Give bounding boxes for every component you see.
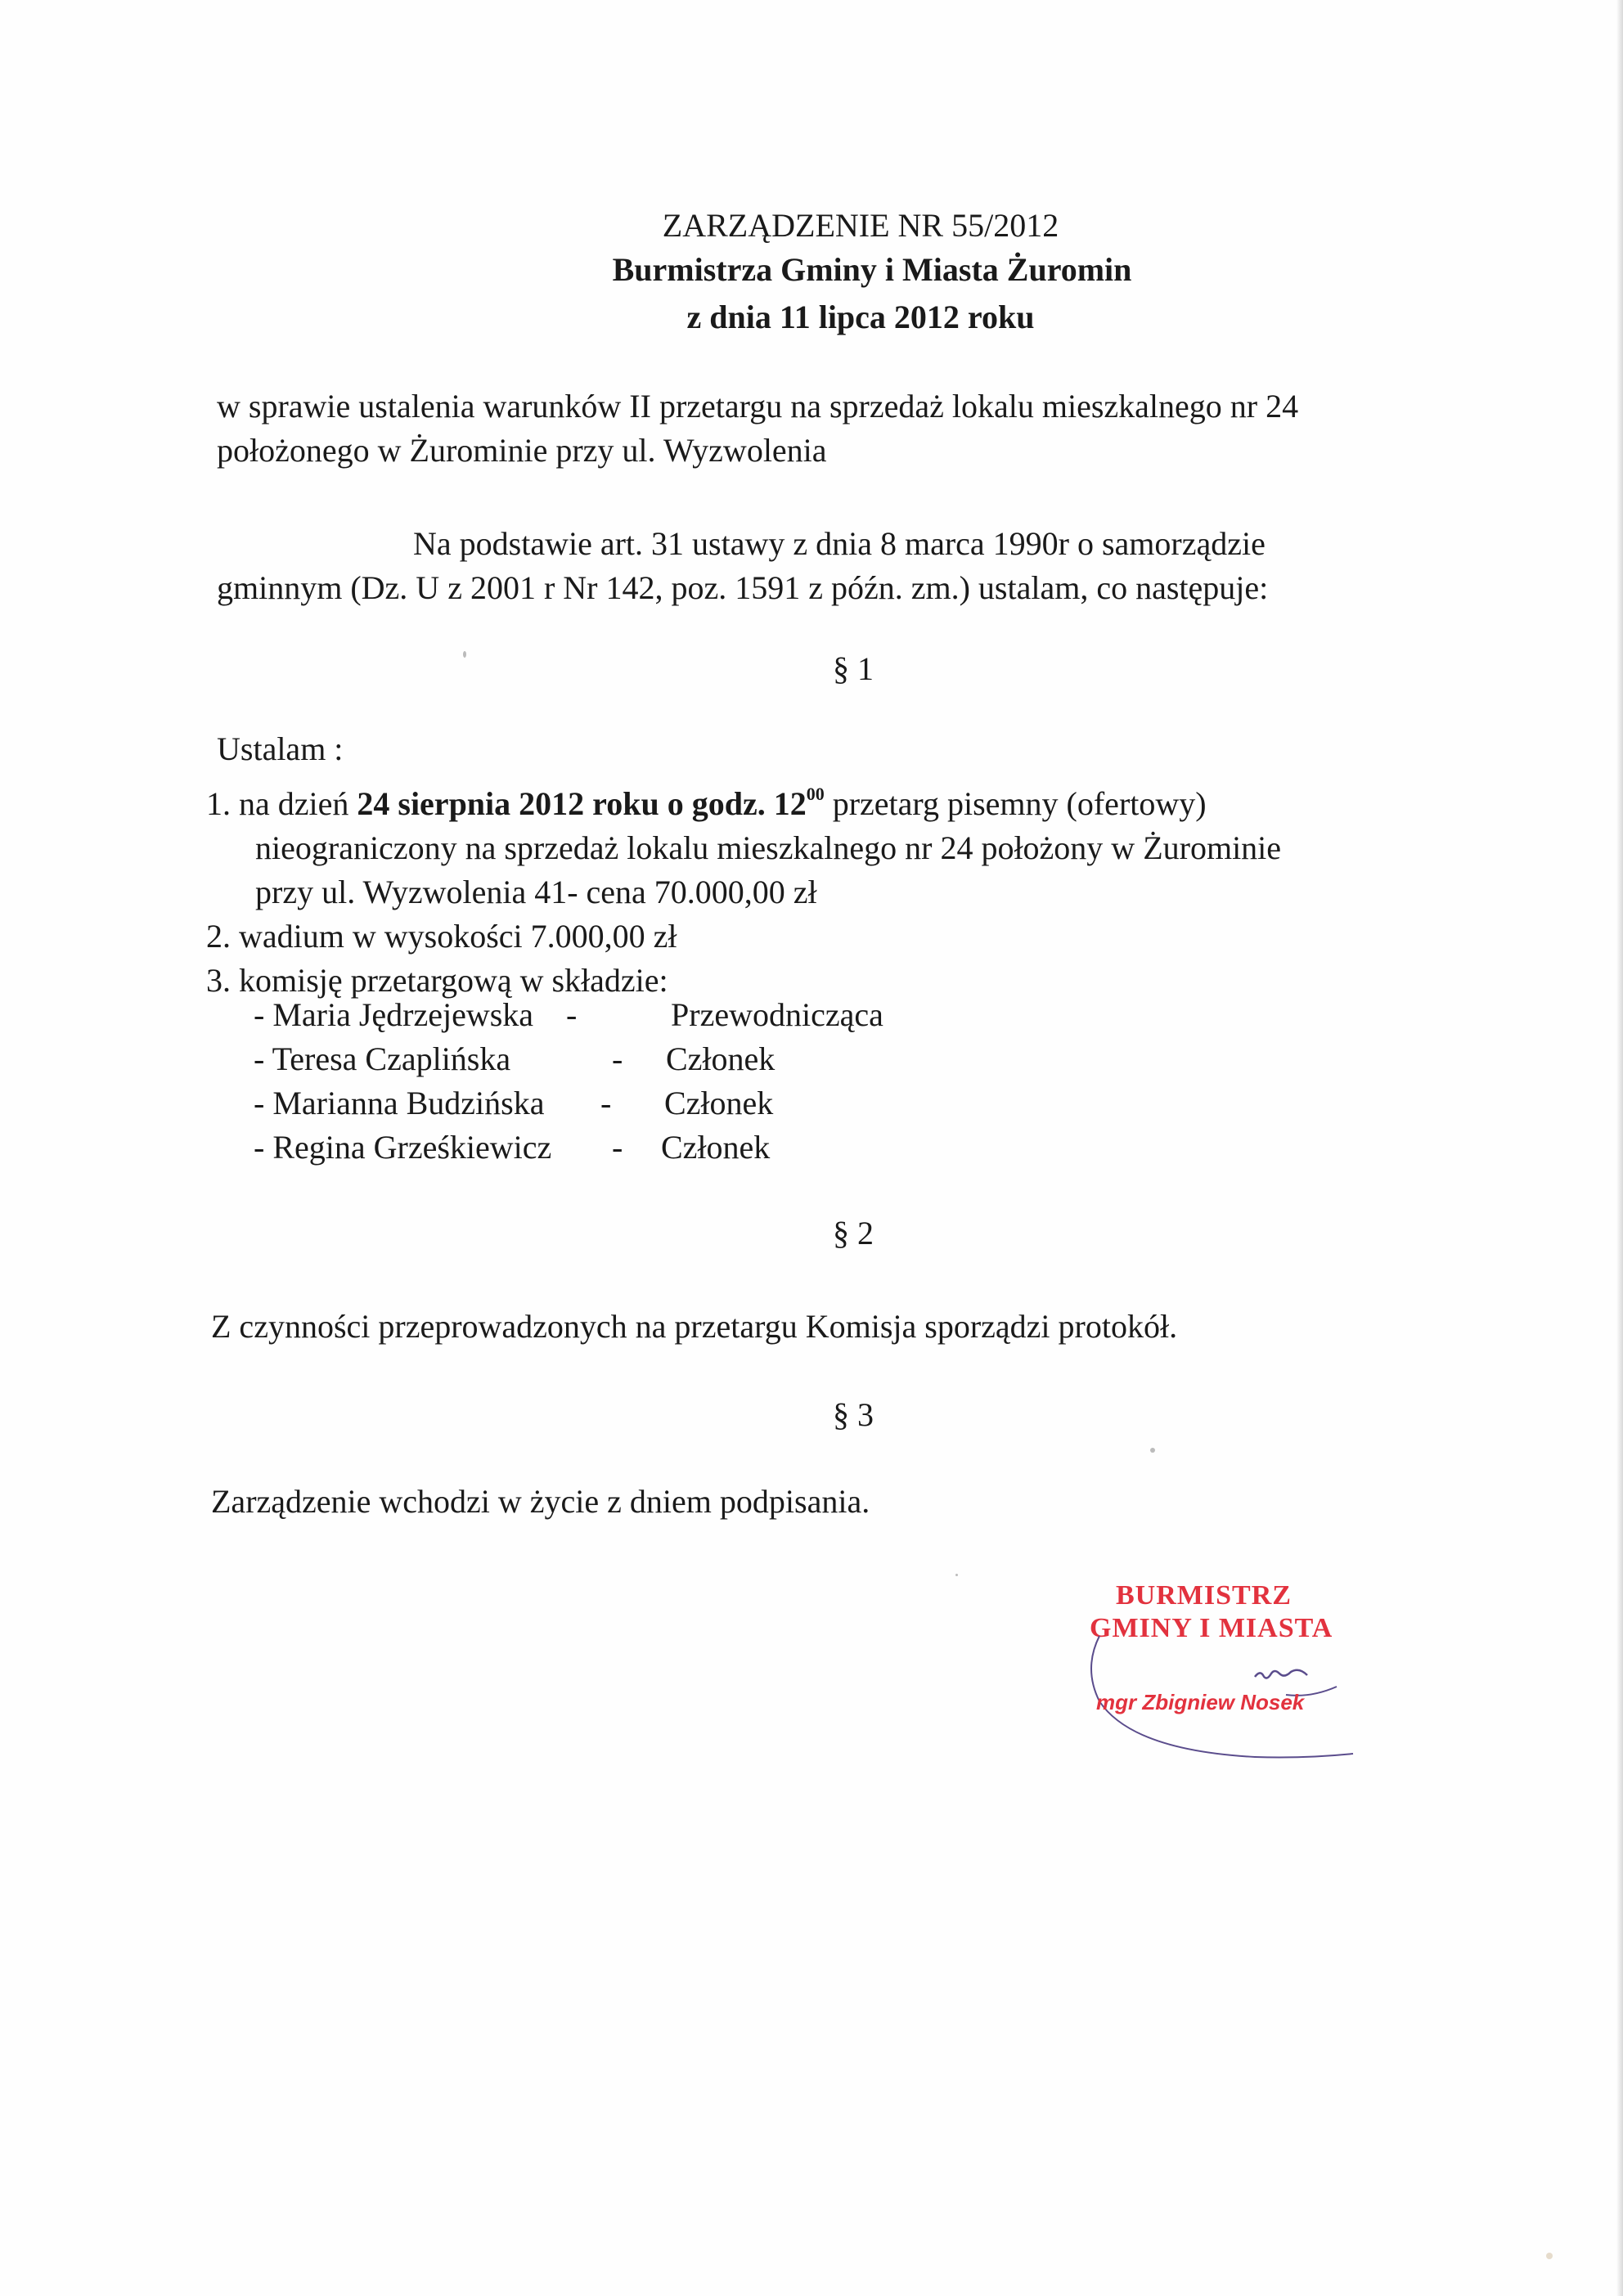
member-role: Członek	[664, 1085, 774, 1121]
scan-speck	[463, 651, 466, 658]
member-dash: -	[612, 1040, 623, 1077]
item-1-date: 24 sierpnia 2012 roku o godz. 12	[357, 785, 807, 822]
stamp-title: BURMISTRZ	[1116, 1580, 1292, 1611]
member-role: Członek	[661, 1129, 771, 1166]
scan-speck	[1150, 1448, 1155, 1453]
document-issuer: Burmistrza Gminy i Miasta Żuromin	[612, 251, 1132, 288]
section-3-heading: § 3	[833, 1396, 874, 1433]
scan-edge-shadow	[1616, 0, 1623, 2296]
stamp-office: GMINY I MIASTA	[1090, 1613, 1333, 1643]
document-date: z dnia 11 lipca 2012 roku	[686, 299, 1035, 335]
item-1-line-3: przy ul. Wyzwolenia 41- cena 70.000,00 zł	[255, 874, 817, 910]
basis-line-2: gminnym (Dz. U z 2001 r Nr 142, poz. 1591 z późn. zm.) ustalam, co następuje:	[217, 569, 1269, 606]
item-1-line-2: nieograniczony na sprzedaż lokalu mieszkalnego nr 24 położony w Żurominie	[255, 829, 1282, 866]
basis-line-1: Na podstawie art. 31 ustawy z dnia 8 marca 1990r o samorządzie	[413, 525, 1266, 562]
scan-speck	[1546, 2253, 1553, 2259]
member-role: Członek	[666, 1040, 776, 1077]
signature-icon	[1080, 1579, 1358, 1759]
stamp-signatory: mgr Zbigniew Nosek	[1096, 1690, 1305, 1714]
scan-speck	[955, 1574, 958, 1576]
subject-line-1: w sprawie ustalenia warunków II przetargu na sprzedaż lokalu mieszkalnego nr 24	[217, 388, 1299, 425]
item-1-suffix: przetarg pisemny (ofertowy)	[824, 785, 1207, 822]
section-3-text: Zarządzenie wchodzi w życie z dniem podpisania.	[211, 1483, 870, 1520]
member-name: - Teresa Czaplińska	[254, 1040, 511, 1077]
item-1-prefix: 1. na dzień	[206, 785, 357, 822]
member-name: - Marianna Budzińska	[254, 1085, 545, 1121]
section-2-text: Z czynności przeprowadzonych na przetargu Komisja sporządzi protokół.	[211, 1308, 1178, 1345]
section-2-heading: § 2	[833, 1215, 874, 1251]
list-item-1	[206, 772, 1281, 826]
list-item-3: 3. komisję przetargową w składzie:	[206, 962, 668, 999]
section-1-intro: Ustalam :	[217, 730, 344, 767]
section-1-list	[206, 772, 1281, 1003]
member-dash: -	[600, 1085, 612, 1121]
official-stamp	[1080, 1579, 1358, 1759]
subject-paragraph	[217, 384, 1298, 473]
member-name: - Regina Grześkiewicz	[254, 1129, 552, 1166]
item-1-superscript: 00	[806, 784, 825, 804]
subject-line-2: położonego w Żurominie przy ul. Wyzwolenia	[217, 432, 827, 469]
member-dash: -	[566, 996, 578, 1033]
document-title: ZARZĄDZENIE NR 55/2012	[662, 207, 1059, 244]
member-name: - Maria Jędrzejewska	[254, 996, 534, 1033]
section-1-heading: § 1	[833, 650, 874, 687]
member-role: Przewodnicząca	[671, 996, 883, 1033]
member-dash: -	[612, 1129, 623, 1166]
list-item-2: 2. wadium w wysokości 7.000,00 zł	[206, 918, 677, 955]
legal-basis-paragraph	[217, 522, 1268, 610]
